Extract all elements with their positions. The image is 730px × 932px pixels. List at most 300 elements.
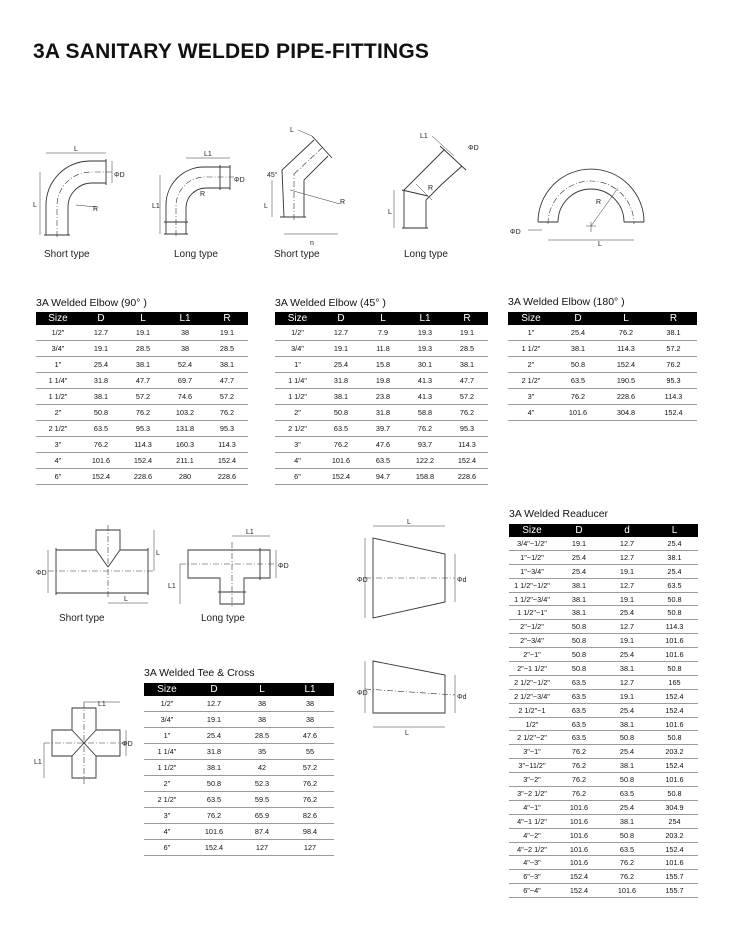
- table-cell: 63.5: [555, 731, 603, 745]
- table-row: [275, 469, 488, 485]
- column-header: R: [446, 312, 488, 325]
- table-cell: 101.6: [555, 842, 603, 856]
- table-cell: 101.6: [320, 453, 362, 469]
- table-row: [509, 537, 698, 550]
- table-cell: 50.8: [554, 357, 602, 373]
- table-cell: 114.3: [651, 620, 698, 634]
- column-header: Size: [508, 312, 554, 325]
- table-row: [144, 696, 334, 712]
- table-cell: 57.2: [206, 389, 248, 405]
- table-cell: 190.5: [602, 373, 650, 389]
- table-row: [509, 828, 698, 842]
- table-cell: 65.9: [238, 808, 286, 824]
- dim-label-D: ΦD: [357, 577, 368, 584]
- table-cell: 38: [238, 696, 286, 712]
- table-cell: 50.8: [651, 662, 698, 676]
- table-cell: 2"~1": [509, 648, 555, 662]
- table-cell: 25.4: [554, 325, 602, 341]
- table-cell: 19.1: [603, 689, 651, 703]
- table-row: [36, 421, 248, 437]
- table-cell: 50.8: [651, 592, 698, 606]
- table-cell: 1 1/4": [144, 744, 190, 760]
- table-row: [36, 325, 248, 341]
- table-row: [36, 437, 248, 453]
- table-cell: 152.4: [555, 870, 603, 884]
- table-row: [509, 689, 698, 703]
- table-cell: 1"~3/4": [509, 564, 555, 578]
- table-cell: 7.9: [362, 325, 404, 341]
- table-cell: 19.3: [404, 341, 446, 357]
- dim-label-R: R: [200, 191, 206, 198]
- table-cell: 52.4: [164, 357, 206, 373]
- table-cell: 63.5: [190, 792, 238, 808]
- table-cell: 152.4: [190, 840, 238, 856]
- table-cell: 114.3: [602, 341, 650, 357]
- elbow90-table: [36, 312, 248, 485]
- table-cell: 76.2: [650, 357, 697, 373]
- table-row: [509, 550, 698, 564]
- table-cell: 1/2": [509, 717, 555, 731]
- table-cell: 152.4: [80, 469, 122, 485]
- table-row: [144, 776, 334, 792]
- tee-short-drawing: [38, 525, 158, 610]
- table-cell: 28.5: [122, 341, 164, 357]
- table-cell: 6": [275, 469, 320, 485]
- table-cell: 76.2: [603, 870, 651, 884]
- elbow45-table-title: 3A Welded Elbow (45° ): [275, 297, 386, 309]
- table-row: [509, 773, 698, 787]
- dim-label-D: ΦD: [36, 570, 47, 577]
- table-cell: 50.8: [651, 787, 698, 801]
- table-cell: 1": [275, 357, 320, 373]
- table-cell: 95.3: [650, 373, 697, 389]
- table-cell: 57.2: [446, 389, 488, 405]
- table-cell: 114.3: [122, 437, 164, 453]
- column-header: L1: [164, 312, 206, 325]
- table-cell: 76.2: [206, 405, 248, 421]
- table-cell: 3": [144, 808, 190, 824]
- elbow90-table-title: 3A Welded Elbow (90° ): [36, 297, 147, 309]
- table-cell: 2"~1/2": [509, 620, 555, 634]
- table-cell: 1 1/2": [275, 389, 320, 405]
- table-row: [509, 620, 698, 634]
- table-cell: 25.4: [603, 745, 651, 759]
- table-header-row: [508, 312, 697, 325]
- table-cell: 254: [651, 814, 698, 828]
- table-cell: 57.2: [650, 341, 697, 357]
- table-cell: 50.8: [603, 773, 651, 787]
- caption-tee-long: Long type: [201, 613, 245, 624]
- table-cell: 122.2: [404, 453, 446, 469]
- table-row: [275, 437, 488, 453]
- table-cell: 25.4: [555, 564, 603, 578]
- table-cell: 38.1: [190, 760, 238, 776]
- table-cell: 63.5: [80, 421, 122, 437]
- table-cell: 101.6: [651, 634, 698, 648]
- table-cell: 76.2: [603, 856, 651, 870]
- column-header: D: [80, 312, 122, 325]
- table-row: [509, 787, 698, 801]
- dim-label-L: L: [290, 127, 294, 134]
- table-cell: 82.6: [286, 808, 334, 824]
- table-cell: 1/2": [144, 696, 190, 712]
- table-cell: 87.4: [238, 824, 286, 840]
- table-cell: 101.6: [555, 800, 603, 814]
- table-cell: 1 1/4": [275, 373, 320, 389]
- dim-label-L1: L1: [34, 759, 42, 766]
- table-cell: 76.2: [554, 389, 602, 405]
- table-cell: 4"~1 1/2": [509, 814, 555, 828]
- table-row: [144, 808, 334, 824]
- table-cell: 1": [508, 325, 554, 341]
- table-cell: 2 1/2"~2": [509, 731, 555, 745]
- column-header: R: [650, 312, 697, 325]
- table-cell: 63.5: [320, 421, 362, 437]
- table-row: [509, 842, 698, 856]
- table-cell: 74.6: [164, 389, 206, 405]
- table-cell: 38: [238, 712, 286, 728]
- dim-label-L1: L1: [168, 583, 176, 590]
- table-cell: 76.2: [286, 776, 334, 792]
- table-cell: 228.6: [446, 469, 488, 485]
- table-row: [275, 341, 488, 357]
- table-cell: 131.8: [164, 421, 206, 437]
- table-row: [508, 373, 697, 389]
- table-row: [509, 759, 698, 773]
- table-row: [144, 744, 334, 760]
- table-cell: 4": [508, 405, 554, 421]
- table-cell: 114.3: [206, 437, 248, 453]
- table-cell: 76.2: [602, 325, 650, 341]
- table-cell: 25.4: [320, 357, 362, 373]
- table-cell: 38.1: [206, 357, 248, 373]
- table-cell: 23.8: [362, 389, 404, 405]
- table-cell: 6": [36, 469, 80, 485]
- table-cell: 6": [144, 840, 190, 856]
- dim-label-R: R: [340, 199, 346, 206]
- dim-label-d: Φd: [457, 694, 467, 701]
- dim-label-L: L: [74, 146, 78, 153]
- table-cell: 76.2: [446, 405, 488, 421]
- table-row: [144, 760, 334, 776]
- table-cell: 12.7: [603, 620, 651, 634]
- dim-label-D: ΦD: [234, 177, 245, 184]
- table-cell: 25.4: [603, 606, 651, 620]
- column-header: d: [603, 524, 651, 537]
- table-cell: 12.7: [190, 696, 238, 712]
- table-cell: 2 1/2"~1/2": [509, 675, 555, 689]
- elbow45-long-drawing: [388, 128, 492, 243]
- table-cell: 1/2": [275, 325, 320, 341]
- table-row: [509, 800, 698, 814]
- column-header: D: [554, 312, 602, 325]
- table-cell: 25.4: [190, 728, 238, 744]
- table-cell: 19.1: [206, 325, 248, 341]
- table-cell: 19.1: [190, 712, 238, 728]
- table-header-row: [144, 683, 334, 696]
- table-cell: 1 1/2"~1/2": [509, 578, 555, 592]
- table-cell: 1": [144, 728, 190, 744]
- table-cell: 76.2: [555, 745, 603, 759]
- dim-label-R: R: [596, 199, 602, 206]
- dim-label-D: ΦD: [114, 172, 125, 179]
- table-cell: 304.8: [602, 405, 650, 421]
- table-cell: 38.1: [603, 717, 651, 731]
- column-header: Size: [275, 312, 320, 325]
- table-cell: 4": [275, 453, 320, 469]
- column-header: R: [206, 312, 248, 325]
- table-cell: 50.8: [80, 405, 122, 421]
- table-cell: 4"~1": [509, 800, 555, 814]
- table-cell: 1"~1/2": [509, 550, 555, 564]
- caption-elbow90-short: Short type: [44, 249, 90, 260]
- table-cell: 4"~2": [509, 828, 555, 842]
- table-row: [509, 856, 698, 870]
- table-cell: 38.1: [651, 550, 698, 564]
- table-cell: 101.6: [555, 814, 603, 828]
- table-cell: 2 1/2"~3/4": [509, 689, 555, 703]
- table-cell: 1 1/2": [144, 760, 190, 776]
- table-cell: 50.8: [651, 606, 698, 620]
- table-row: [275, 357, 488, 373]
- table-cell: 19.3: [404, 325, 446, 341]
- table-cell: 38.1: [122, 357, 164, 373]
- table-cell: 228.6: [206, 469, 248, 485]
- table-cell: 76.2: [555, 759, 603, 773]
- table-cell: 2 1/2": [508, 373, 554, 389]
- table-row: [36, 373, 248, 389]
- table-row: [144, 712, 334, 728]
- column-header: D: [555, 524, 603, 537]
- table-cell: 158.8: [404, 469, 446, 485]
- table-row: [508, 325, 697, 341]
- table-cell: 30.1: [404, 357, 446, 373]
- table-cell: 25.4: [603, 648, 651, 662]
- table-cell: 38.1: [555, 592, 603, 606]
- table-cell: 12.7: [603, 537, 651, 550]
- dim-label-L: L: [124, 596, 128, 603]
- table-cell: 3": [36, 437, 80, 453]
- table-row: [144, 792, 334, 808]
- table-cell: 50.8: [320, 405, 362, 421]
- table-row: [509, 648, 698, 662]
- dim-label-D: ΦD: [510, 229, 521, 236]
- table-cell: 38: [286, 712, 334, 728]
- table-cell: 25.4: [651, 537, 698, 550]
- column-header: Size: [509, 524, 555, 537]
- table-cell: 152.4: [555, 884, 603, 898]
- table-cell: 41.3: [404, 373, 446, 389]
- table-cell: 152.4: [650, 405, 697, 421]
- table-row: [509, 634, 698, 648]
- table-cell: 152.4: [651, 689, 698, 703]
- table-cell: 2"~1 1/2": [509, 662, 555, 676]
- table-cell: 3"~2": [509, 773, 555, 787]
- tee-table-title: 3A Welded Tee & Cross: [144, 667, 255, 679]
- table-cell: 11.8: [362, 341, 404, 357]
- table-cell: 47.6: [286, 728, 334, 744]
- table-cell: 3/4": [144, 712, 190, 728]
- tee-table: [144, 683, 334, 856]
- table-row: [275, 325, 488, 341]
- table-cell: 228.6: [122, 469, 164, 485]
- table-cell: 6"~3": [509, 870, 555, 884]
- table-cell: 94.7: [362, 469, 404, 485]
- table-row: [36, 341, 248, 357]
- table-row: [509, 606, 698, 620]
- dim-label-L: L: [264, 203, 268, 210]
- cross-drawing: [34, 700, 133, 785]
- table-cell: 1 1/2": [36, 389, 80, 405]
- table-cell: 3"~11/2": [509, 759, 555, 773]
- table-cell: 35: [238, 744, 286, 760]
- table-cell: 211.1: [164, 453, 206, 469]
- table-cell: 58.8: [404, 405, 446, 421]
- table-row: [275, 389, 488, 405]
- column-header: L: [362, 312, 404, 325]
- table-cell: 38.1: [320, 389, 362, 405]
- dim-label-45: 45°: [267, 172, 278, 179]
- dim-label-D: ΦD: [122, 741, 133, 748]
- table-cell: 76.2: [320, 437, 362, 453]
- table-cell: 93.7: [404, 437, 446, 453]
- table-cell: 25.4: [603, 703, 651, 717]
- table-cell: 63.5: [555, 717, 603, 731]
- column-header: Size: [144, 683, 190, 696]
- table-cell: 76.2: [555, 787, 603, 801]
- table-cell: 1 1/2"~3/4": [509, 592, 555, 606]
- table-cell: 101.6: [554, 405, 602, 421]
- table-cell: 101.6: [651, 856, 698, 870]
- table-cell: 101.6: [603, 884, 651, 898]
- table-cell: 38: [164, 341, 206, 357]
- table-row: [509, 717, 698, 731]
- table-cell: 38: [164, 325, 206, 341]
- table-cell: 152.4: [206, 453, 248, 469]
- table-cell: 76.2: [190, 808, 238, 824]
- reducer-table-title: 3A Welded Readucer: [509, 508, 609, 520]
- table-cell: 63.5: [651, 578, 698, 592]
- table-cell: 15.8: [362, 357, 404, 373]
- dim-label-R: R: [93, 206, 99, 213]
- table-cell: 114.3: [446, 437, 488, 453]
- table-cell: 63.5: [554, 373, 602, 389]
- table-cell: 50.8: [555, 620, 603, 634]
- table-row: [509, 731, 698, 745]
- table-row: [509, 662, 698, 676]
- table-cell: 25.4: [651, 564, 698, 578]
- table-cell: 39.7: [362, 421, 404, 437]
- table-cell: 38: [286, 696, 334, 712]
- table-cell: 12.7: [80, 325, 122, 341]
- table-cell: 101.6: [80, 453, 122, 469]
- table-row: [36, 469, 248, 485]
- table-cell: 203.2: [651, 745, 698, 759]
- table-cell: 47.7: [122, 373, 164, 389]
- table-row: [509, 745, 698, 759]
- table-cell: 63.5: [555, 703, 603, 717]
- table-row: [36, 453, 248, 469]
- table-row: [36, 357, 248, 373]
- table-cell: 38.1: [554, 341, 602, 357]
- table-cell: 63.5: [555, 675, 603, 689]
- table-cell: 12.7: [603, 550, 651, 564]
- table-cell: 41.3: [404, 389, 446, 405]
- caption-elbow45-short: Short type: [274, 249, 320, 260]
- table-row: [509, 578, 698, 592]
- dim-label-L1: L1: [98, 701, 106, 708]
- table-cell: 50.8: [651, 731, 698, 745]
- column-header: L1: [286, 683, 334, 696]
- table-cell: 50.8: [603, 828, 651, 842]
- table-cell: 127: [286, 840, 334, 856]
- table-cell: 2": [144, 776, 190, 792]
- dim-label-d: Φd: [457, 577, 467, 584]
- table-cell: 3/4"~1/2": [509, 537, 555, 550]
- table-cell: 12.7: [603, 578, 651, 592]
- table-cell: 2 1/2": [275, 421, 320, 437]
- table-cell: 47.7: [206, 373, 248, 389]
- elbow45-short-drawing: [262, 122, 362, 247]
- table-row: [509, 675, 698, 689]
- column-header: D: [320, 312, 362, 325]
- table-cell: 63.5: [555, 689, 603, 703]
- table-cell: 19.1: [555, 537, 603, 550]
- table-cell: 2": [508, 357, 554, 373]
- table-cell: 28.5: [446, 341, 488, 357]
- table-cell: 38.1: [555, 606, 603, 620]
- elbow90-long-drawing: [152, 150, 245, 240]
- table-cell: 38.1: [446, 357, 488, 373]
- table-cell: 152.4: [320, 469, 362, 485]
- table-row: [144, 824, 334, 840]
- table-cell: 101.6: [651, 773, 698, 787]
- table-row: [275, 453, 488, 469]
- elbow180-table-title: 3A Welded Elbow (180° ): [508, 296, 625, 308]
- table-cell: 4"~3": [509, 856, 555, 870]
- table-cell: 19.1: [122, 325, 164, 341]
- table-cell: 63.5: [603, 787, 651, 801]
- table-cell: 76.2: [555, 773, 603, 787]
- dim-label-D: ΦD: [357, 690, 368, 697]
- dim-label-L: L: [405, 730, 409, 737]
- table-cell: 63.5: [603, 842, 651, 856]
- table-cell: 3/4": [275, 341, 320, 357]
- table-cell: 1 1/2": [508, 341, 554, 357]
- table-cell: 152.4: [651, 759, 698, 773]
- column-header: L1: [404, 312, 446, 325]
- table-cell: 55: [286, 744, 334, 760]
- dim-label-L1: L1: [420, 133, 428, 140]
- table-cell: 203.2: [651, 828, 698, 842]
- table-cell: 152.4: [446, 453, 488, 469]
- table-cell: 38.1: [603, 759, 651, 773]
- caption-elbow90-long: Long type: [174, 249, 218, 260]
- table-cell: 38.1: [650, 325, 697, 341]
- table-cell: 165: [651, 675, 698, 689]
- table-cell: 38.1: [603, 662, 651, 676]
- table-cell: 3": [508, 389, 554, 405]
- column-header: D: [190, 683, 238, 696]
- dim-label-L: L: [388, 209, 392, 216]
- table-cell: 152.4: [651, 703, 698, 717]
- table-row: [36, 405, 248, 421]
- table-cell: 19.1: [446, 325, 488, 341]
- dim-label-L1: L1: [152, 203, 160, 210]
- dim-label-n: n: [310, 240, 314, 247]
- table-cell: 155.7: [651, 870, 698, 884]
- table-cell: 95.3: [446, 421, 488, 437]
